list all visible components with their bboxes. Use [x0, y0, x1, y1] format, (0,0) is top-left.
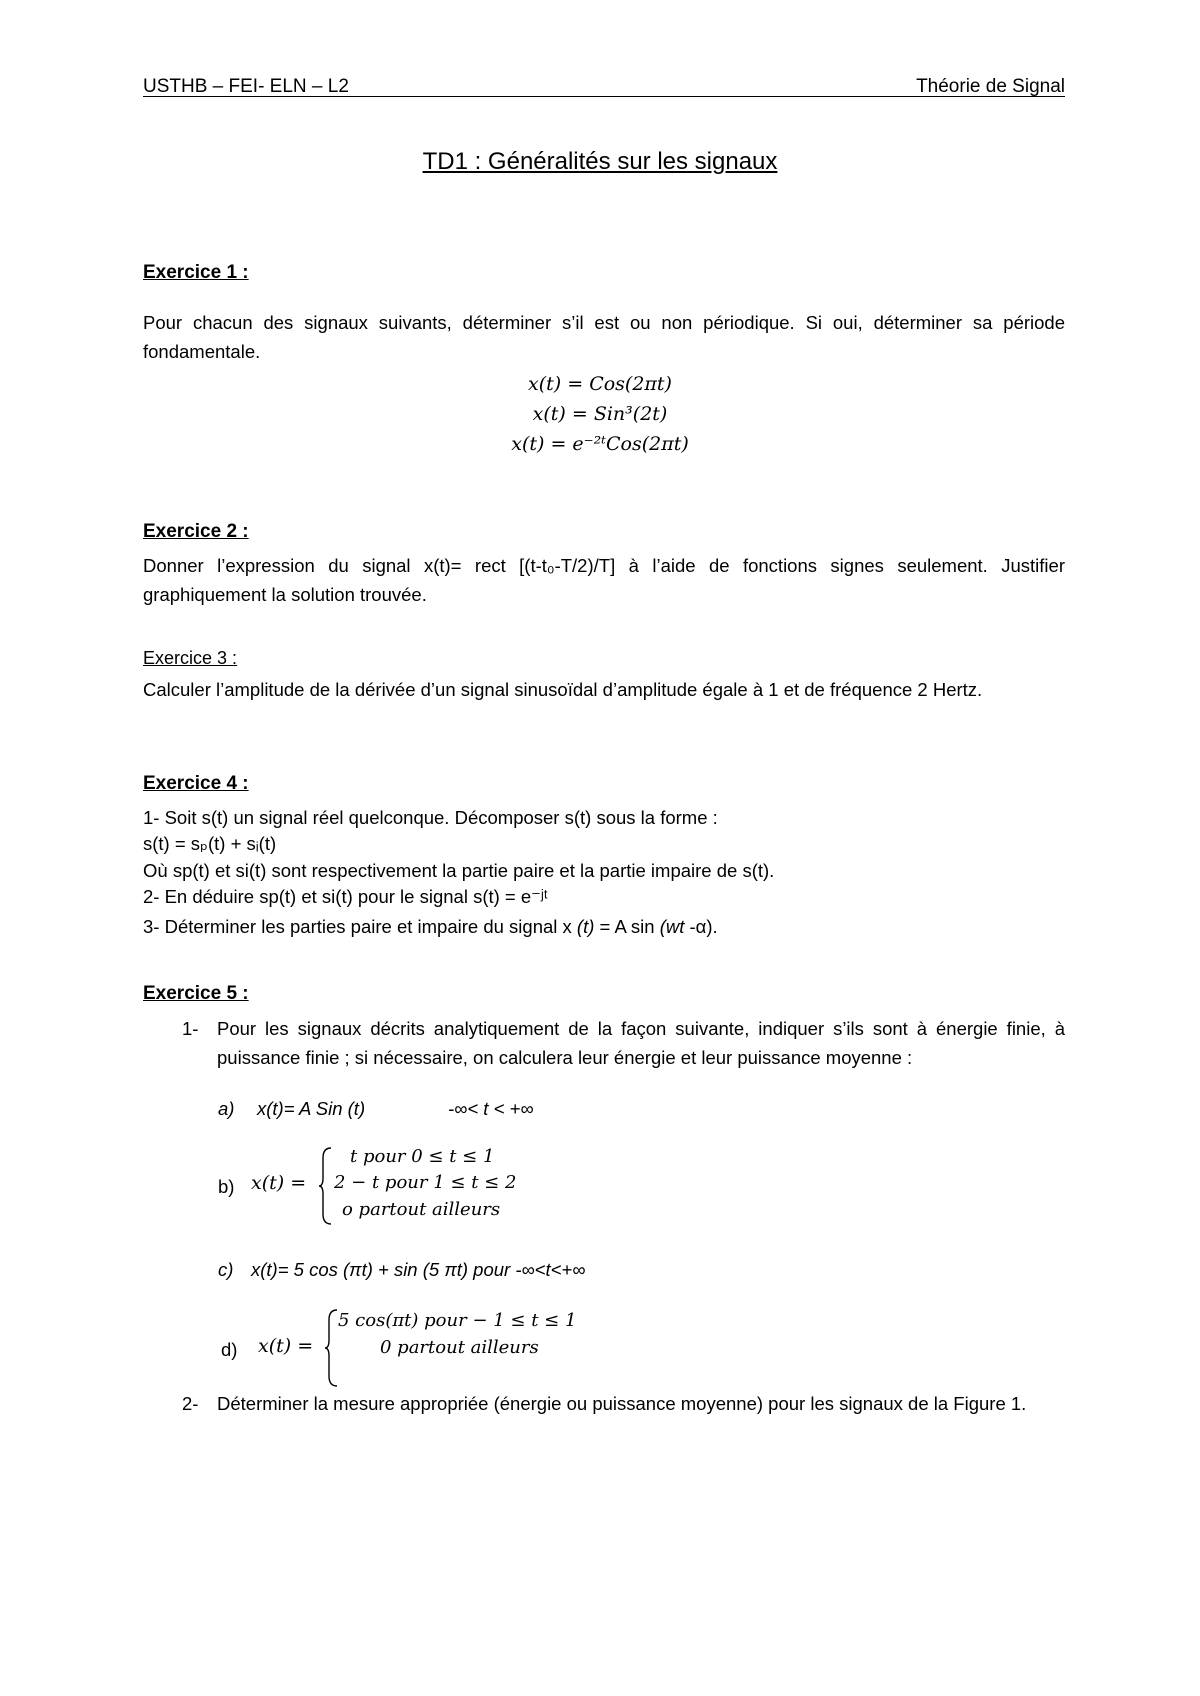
item-b-brace	[318, 1146, 334, 1226]
item-b-case-2: 2 − t pour 1 ≤ t ≤ 2	[334, 1172, 517, 1193]
ex4-line-5: 3- Déterminer les parties paire et impaire du signal x (t) = A sin (wt -α).	[143, 916, 718, 937]
ex3-heading: Exercice 3 :	[143, 648, 238, 668]
item-c-expr: x(t)= 5 cos (πt) + sin (5 πt) pour -∞<t<+∞	[251, 1259, 586, 1280]
ex5-q2-number: 2-	[182, 1393, 199, 1414]
item-a-range: -∞< t < +∞	[448, 1098, 534, 1119]
ex5-question-1	[182, 1014, 1065, 1072]
ex1-signal-3: x(t) = e⁻²ᵗCos(2πt)	[511, 433, 689, 455]
item-a-expr: x(t)= A Sin (t)	[257, 1098, 366, 1119]
ex1-text: Pour chacun des signaux suivants, déterminer s’il est ou non périodique. Si oui, déterminer sa période fondamentale.	[143, 312, 1065, 362]
ex2-text: Donner l’expression du signal x(t)= rect [(t-t₀-T/2)/T] à l’aide de fonctions signes seulement. Justifier graphiquement la solution trouvée.	[143, 555, 1065, 605]
ex5-heading: Exercice 5 :	[143, 983, 249, 1004]
ex1-heading: Exercice 1 :	[143, 262, 249, 283]
ex1-signal-2: x(t) = Sin³(2t)	[532, 403, 668, 425]
item-d-case-1: 5 cos(πt) pour − 1 ≤ t ≤ 1	[338, 1310, 577, 1331]
ex5-q1-text: Pour les signaux décrits analytiquement de la façon suivante, indiquer s’ils sont à énergie finie, à puissance finie ; si nécessaire, on calculera leur énergie et leur puissance moyenne :	[217, 1018, 1065, 1068]
item-a-label: a)	[218, 1098, 235, 1119]
ex4-line-3: Où sp(t) et si(t) sont respectivement la partie paire et la partie impaire de s(t).	[143, 860, 775, 881]
page-title: TD1 : Généralités sur les signaux	[422, 148, 778, 175]
ex5-q1-number: 1-	[182, 1018, 199, 1039]
ex4-line-1: 1- Soit s(t) un signal réel quelconque. Décomposer s(t) sous la forme :	[143, 807, 718, 828]
ex5-question-2	[182, 1389, 1065, 1418]
ex4-heading: Exercice 4 :	[143, 773, 249, 794]
item-d-label: d)	[221, 1339, 238, 1360]
ex1-signal-1: x(t) = Cos(2πt)	[528, 373, 672, 395]
ex4-line-2: s(t) = sₚ(t) + sᵢ(t)	[143, 833, 277, 854]
ex2-heading: Exercice 2 :	[143, 521, 249, 542]
item-d-case-2: 0 partout ailleurs	[380, 1337, 539, 1358]
header-left: USTHB – FEI- ELN – L2	[143, 76, 349, 97]
item-d-lhs: x(t) =	[258, 1335, 314, 1357]
item-c-label: c)	[218, 1259, 234, 1280]
header-right: Théorie de Signal	[916, 76, 1065, 97]
ex3-text: Calculer l’amplitude de la dérivée d’un signal sinusoïdal d’amplitude égale à 1 et de fréquence 2 Hertz.	[143, 679, 983, 700]
header-rule	[143, 96, 1065, 97]
item-b-case-3: o partout ailleurs	[342, 1199, 501, 1220]
ex5-q2-text: Déterminer la mesure appropriée (énergie ou puissance moyenne) pour les signaux de la Figure 1.	[217, 1393, 1027, 1414]
item-b-lhs: x(t) =	[251, 1172, 307, 1194]
ex4-line-4: 2- En déduire sp(t) et si(t) pour le signal s(t) = e⁻ʲᵗ	[143, 886, 548, 907]
item-b-case-1: t pour 0 ≤ t ≤ 1	[350, 1146, 495, 1167]
item-b-label: b)	[218, 1176, 235, 1197]
